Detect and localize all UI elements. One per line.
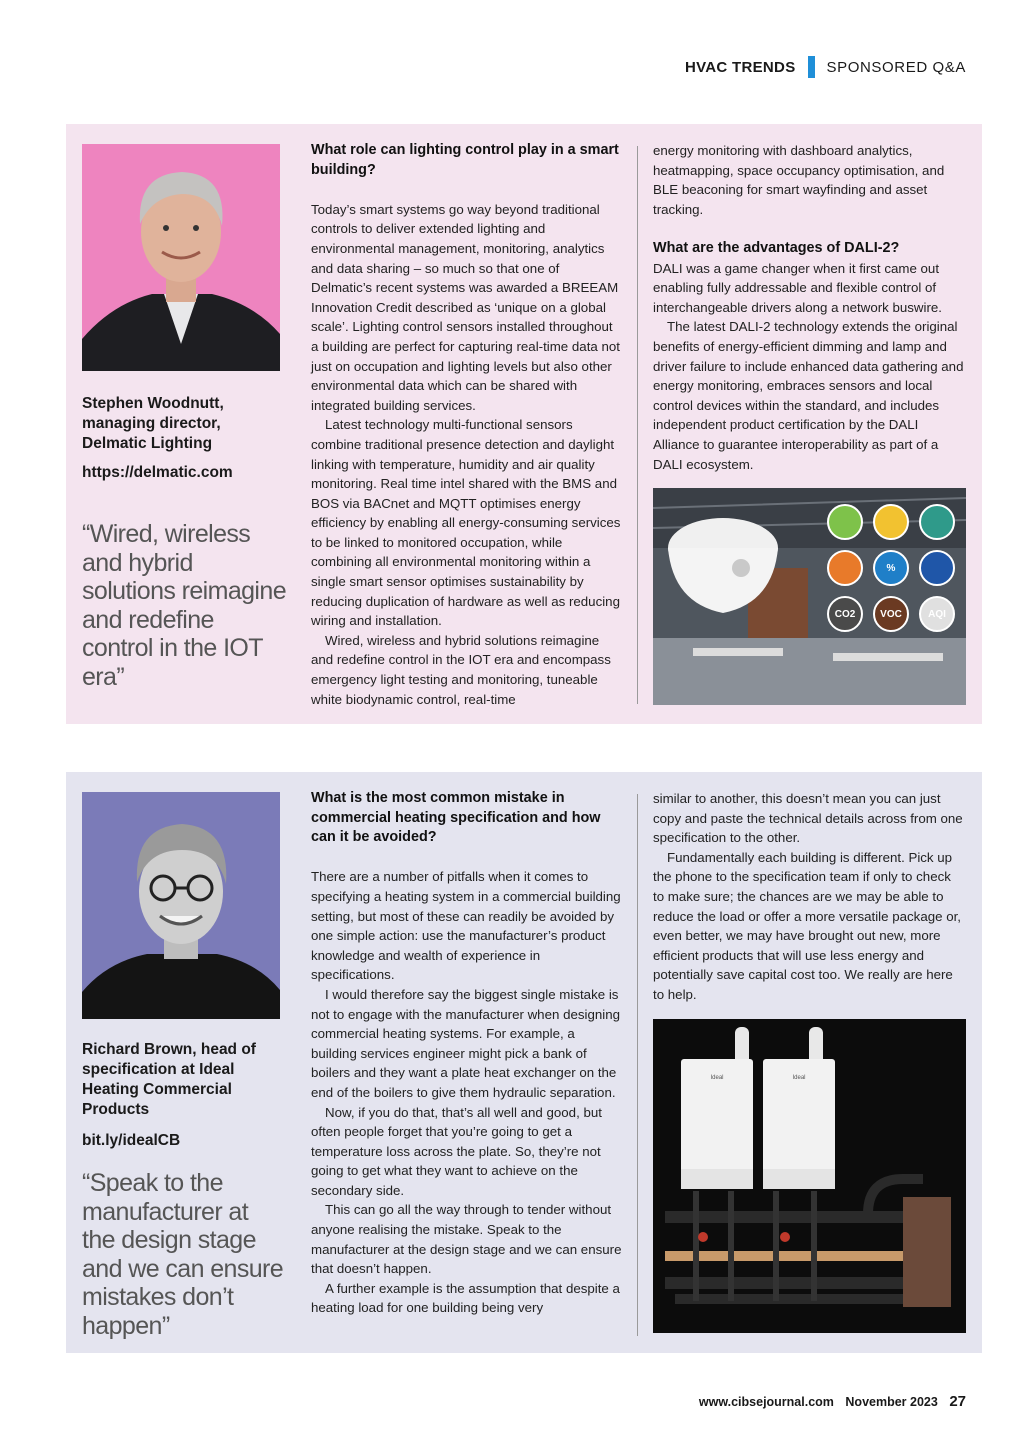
portrait-photo <box>82 792 280 1019</box>
page-number: 27 <box>949 1393 966 1410</box>
page-header <box>685 56 966 78</box>
paragraph: A further example is the assumption that despite a heating load for one building being very <box>311 1280 620 1316</box>
person-company: Delmatic Lighting <box>82 435 213 452</box>
co2-icon: CO2 <box>827 596 863 632</box>
column-2 <box>653 141 965 474</box>
column-1 <box>311 141 623 709</box>
boiler-logo: Ideal <box>710 1075 724 1081</box>
boiler-image <box>653 1019 966 1333</box>
paragraph: The latest DALI-2 technology extends the original benefits of energy-efficient dimming and lamp and driver failure to include enhanced data gathering and energy monitoring, embraces sensors and local control devices within the standard, and includes independent product certification by the DALI Alliance to guarantee interoperability as part of a DALI ecosystem. <box>653 319 964 472</box>
paragraph: I would therefore say the biggest single mistake is not to engage with the manufacturer when designing commercial heating systems. For example, a building services engineer might pick a bank of boilers and they want a plate heat exchanger on the end of the boilers to give them hydraulic separation. <box>311 986 620 1100</box>
person-credit <box>82 1040 282 1120</box>
column-1 <box>311 789 623 1318</box>
boiler-logo: Ideal <box>792 1075 806 1081</box>
humidity-icon: % <box>873 550 909 586</box>
paragraph: Wired, wireless and hybrid solutions reimagine and redefine control in the IOT era and encompass emergency light testing and monitoring, tuneable white biodynamic control, real-time <box>311 632 611 707</box>
question-heading: What are the advantages of DALI-2? <box>653 239 900 256</box>
person-role: head of specification at Ideal Heating Commercial Products <box>82 1041 256 1118</box>
pull-quote: “Speak to the manufacturer at the design stage and we can ensure mistakes don’t happen” <box>82 1169 284 1340</box>
pull-quote: “Wired, wireless and hybrid solutions reimagine and redefine control in the IOT era” <box>82 520 286 691</box>
header-divider <box>808 56 815 78</box>
portrait-illustration <box>82 144 280 371</box>
paragraph: similar to another, this doesn’t mean you can just copy and paste the technical details across from one specification to the other. <box>653 791 963 846</box>
aqi-icon: AQI <box>919 596 955 632</box>
boiler-illustration <box>653 1019 966 1333</box>
question-heading: What is the most common mistake in commercial heating specification and how can it be avoided? <box>311 790 601 846</box>
portrait-photo <box>82 144 280 371</box>
paragraph: Now, if you do that, that’s all well and good, but often people forget that you’re going to get a temperature loss across the plate. So, they’re not going to get what they want to achieve on the secondary side. <box>311 1104 602 1198</box>
bluetooth-icon <box>919 550 955 586</box>
portrait-illustration <box>82 792 280 1019</box>
temperature-icon <box>827 550 863 586</box>
ir-icon <box>919 504 955 540</box>
question-heading: What role can lighting control play in a smart building? <box>311 142 619 178</box>
section-tag: SPONSORED Q&A <box>826 58 966 76</box>
light-icon <box>873 504 909 540</box>
paragraph: Today’s smart systems go way beyond traditional controls to deliver extended lighting and environmental management, monitoring, analytics and data sharing – so much so that one of Delmatic’s recent systems was awarded a BREEAM Innovation Credit described as ‘unique on a global scale’. Lighting control sensors installed throughout a building are perfect for capturing real-time data not just on occupation and lighting levels but also other environmental data which can be shared with integrated building services. <box>311 201 620 413</box>
column-divider <box>637 794 638 1336</box>
company-link[interactable]: bit.ly/idealCB <box>82 1132 181 1149</box>
paragraph: This can go all the way through to tender without anyone realising the mistake. Speak to the manufacturer at the design stage and we can ensure that doesn’t happen. <box>311 1202 622 1277</box>
footer-date: November 2023 <box>845 1395 938 1409</box>
qa-panel-ideal <box>66 772 982 1353</box>
person-role: managing director, <box>82 415 221 432</box>
column-2 <box>653 789 965 1005</box>
paragraph: energy monitoring with dashboard analytics, heatmapping, space occupancy optimisation, and BLE beaconing for smart wayfinding and asset tracking. <box>653 143 945 217</box>
section-title: HVAC TRENDS <box>684 58 796 76</box>
page-footer <box>699 1393 966 1410</box>
column-divider <box>637 146 638 704</box>
sensor-office-image <box>653 488 966 705</box>
person-name: Stephen Woodnutt, <box>82 395 224 412</box>
person-credit <box>82 394 282 454</box>
footer-site[interactable]: www.cibsejournal.com <box>698 1395 834 1409</box>
voc-icon: VOC <box>873 596 909 632</box>
qa-panel-delmatic <box>66 124 982 724</box>
presence-icon <box>827 504 863 540</box>
company-link[interactable]: https://delmatic.com <box>82 464 233 481</box>
paragraph: Fundamentally each building is different. Pick up the phone to the specification team if only to check to make sure; the chances are we may be able to reduce the load or offer a more versatile package or, even better, we may have brought out new, more efficient products that will use less energy and potentially save capital cost too. We really are here to help. <box>653 849 961 1002</box>
paragraph: Latest technology multi-functional sensors combine traditional presence detection and daylight linking with temperature, humidity and air quality monitoring. Real time intel shared with the BMS and BOS via BACnet and MQTT optimises energy efficiency by enabling all energy-consuming services to be linked to monitored occupation, while combining all environmental monitoring within a single smart sensor optimises sustainability by reducing duplication of hardware as well as reducing wiring and installation. <box>311 417 621 629</box>
paragraph: There are a number of pitfalls when it comes to specifying a heating system in a commercial building setting, but most of these can readily be avoided by one simple action: use the manufacturer’s product knowledge and wealth of experience in specifications. <box>311 869 621 983</box>
person-name: Richard Brown, <box>82 1041 197 1058</box>
paragraph: DALI was a game changer when it first came out enabling fully addressable and flexible control of interchangeable drivers along a network buswire. <box>653 260 942 315</box>
